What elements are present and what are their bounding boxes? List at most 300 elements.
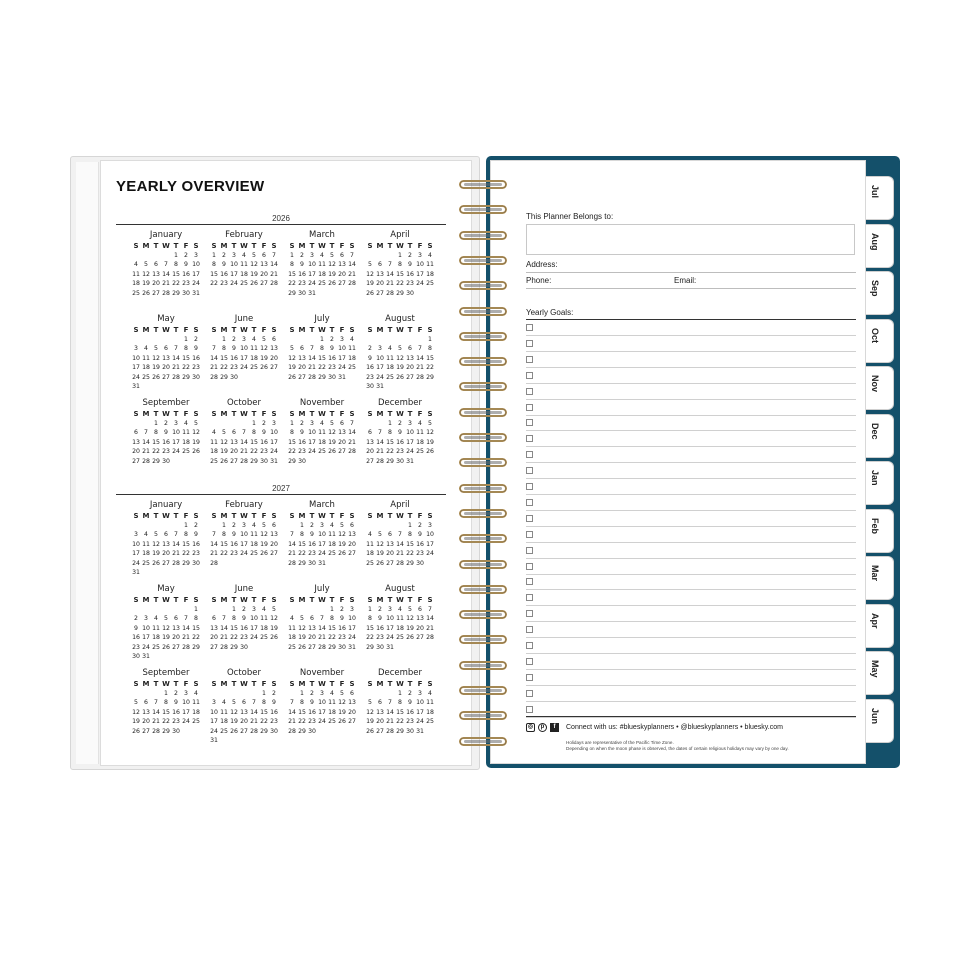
day-cell: 14 (288, 708, 296, 716)
day-cell: 27 (376, 727, 384, 735)
day-cell: 11 (250, 345, 258, 353)
day-cell: 14 (172, 354, 180, 362)
day-cell: 19 (376, 550, 384, 558)
day-cell: 17 (172, 438, 180, 446)
goal-checkbox[interactable] (526, 578, 533, 585)
day-cell: 4 (222, 699, 226, 707)
tab-label: Feb (870, 517, 880, 534)
day-cell: 26 (260, 550, 268, 558)
day-cell: 1 (194, 606, 198, 613)
day-cell: 30 (376, 643, 384, 651)
day-cell: 20 (376, 280, 384, 288)
day-cell: 16 (192, 354, 200, 362)
day-cell: 6 (310, 615, 314, 623)
day-cell: 22 (220, 550, 228, 558)
day-cell: 25 (386, 373, 394, 381)
day-cell: 26 (366, 289, 374, 297)
spiral-ring (458, 558, 510, 572)
day-cell: 6 (154, 261, 158, 269)
tab-oct[interactable] (866, 319, 894, 363)
day-cell: 8 (398, 699, 402, 707)
day-cell: 4 (134, 261, 138, 269)
day-cell: 14 (348, 261, 356, 269)
day-cell: 30 (298, 457, 306, 465)
day-cell: 24 (376, 373, 384, 381)
month-name: December (377, 668, 423, 678)
day-cell: 16 (406, 270, 414, 278)
day-cell: 19 (220, 448, 228, 456)
goal-checkbox[interactable] (526, 563, 533, 570)
day-cell: 25 (152, 643, 160, 651)
tab-feb[interactable] (866, 509, 894, 553)
day-cell: 28 (240, 457, 248, 465)
goal-line[interactable] (526, 336, 856, 352)
day-cell: 20 (348, 540, 356, 548)
day-cell: 18 (182, 438, 190, 446)
weekday-header: S M T W T F S (367, 680, 433, 688)
goal-line[interactable] (526, 622, 856, 638)
day-cell: 12 (220, 438, 228, 446)
goal-line[interactable] (526, 368, 856, 384)
day-cell: 27 (376, 289, 384, 297)
day-cell: 13 (376, 708, 384, 716)
tab-jul[interactable] (866, 176, 894, 220)
day-cell: 7 (174, 531, 178, 539)
goal-line[interactable] (526, 431, 856, 447)
month-name: February (225, 500, 263, 510)
goal-checkbox[interactable] (526, 690, 533, 697)
goal-checkbox[interactable] (526, 594, 533, 601)
day-cell: 27 (210, 643, 218, 651)
day-cell: 29 (230, 643, 238, 651)
day-cell: 19 (192, 438, 200, 446)
day-cell: 16 (366, 364, 374, 372)
day-cell: 24 (240, 364, 248, 372)
day-cell: 14 (396, 540, 404, 548)
day-cell: 20 (162, 364, 170, 372)
goal-line[interactable] (526, 415, 856, 431)
month-calendar (131, 314, 201, 391)
goal-line[interactable] (526, 400, 856, 416)
day-cell: 28 (376, 457, 384, 465)
goal-line[interactable] (526, 559, 856, 575)
tab-nov[interactable] (866, 366, 894, 410)
day-cell: 12 (142, 270, 150, 278)
day-cell: 18 (250, 540, 258, 548)
month-name: October (226, 668, 262, 678)
day-cell: 8 (194, 615, 198, 623)
day-cell: 5 (262, 522, 266, 529)
day-cell: 20 (416, 624, 424, 632)
weekday-header: S M T W T F S (133, 596, 199, 604)
day-cell: 5 (428, 420, 432, 427)
day-cell: 3 (272, 420, 276, 427)
month-name: January (149, 230, 183, 240)
goal-line[interactable] (526, 511, 856, 527)
goal-checkbox[interactable] (526, 340, 533, 347)
goal-checkbox[interactable] (526, 499, 533, 506)
day-cell: 23 (406, 280, 414, 288)
day-cell: 6 (388, 531, 392, 539)
day-cell: 10 (416, 699, 424, 707)
day-cell: 20 (338, 270, 346, 278)
weekday-header: S M T W T F S (289, 680, 355, 688)
goal-checkbox[interactable] (526, 483, 533, 490)
day-cell: 21 (308, 364, 316, 372)
day-cell: 7 (320, 615, 324, 623)
day-grid (365, 419, 435, 466)
day-cell: 2 (232, 522, 236, 529)
goal-line[interactable] (526, 686, 856, 702)
month-calendar (131, 500, 201, 577)
tab-aug[interactable] (866, 224, 894, 268)
spiral-ring (458, 355, 510, 369)
day-cell: 28 (210, 373, 218, 381)
tab-label: Nov (870, 375, 880, 393)
goal-line[interactable] (526, 320, 856, 336)
goal-checkbox[interactable] (526, 706, 533, 713)
day-cell: 27 (308, 643, 316, 651)
day-cell: 27 (162, 559, 170, 567)
day-cell: 16 (396, 438, 404, 446)
day-cell: 5 (330, 252, 334, 259)
tab-jun[interactable] (866, 699, 894, 743)
day-cell: 17 (416, 708, 424, 716)
day-cell: 9 (418, 531, 422, 539)
day-cell: 24 (416, 280, 424, 288)
day-grid (287, 251, 357, 298)
day-cell: 6 (164, 345, 168, 353)
goal-line[interactable] (526, 495, 856, 511)
day-cell: 5 (340, 522, 344, 529)
day-cell: 2 (262, 420, 266, 427)
day-cell: 3 (378, 345, 382, 353)
weekday-header: S M T W T F S (133, 242, 199, 250)
day-cell: 13 (416, 615, 424, 623)
day-cell: 7 (290, 699, 294, 707)
day-cell: 13 (308, 624, 316, 632)
day-cell: 17 (230, 270, 238, 278)
day-cell: 22 (220, 364, 228, 372)
goal-checkbox[interactable] (526, 404, 533, 411)
day-cell: 4 (350, 336, 354, 343)
day-cell: 22 (172, 280, 180, 288)
day-cell: 5 (368, 699, 372, 707)
tab-label: Apr (870, 612, 880, 628)
day-cell: 20 (308, 634, 316, 642)
day-cell: 2 (242, 606, 246, 613)
day-cell: 30 (308, 559, 316, 567)
day-cell: 3 (212, 699, 216, 707)
goal-line[interactable] (526, 543, 856, 559)
day-cell: 28 (182, 643, 190, 651)
day-cell: 18 (288, 634, 296, 642)
day-cell: 12 (426, 429, 434, 437)
goal-checkbox[interactable] (526, 372, 533, 379)
goal-checkbox[interactable] (526, 642, 533, 649)
day-cell: 4 (320, 252, 324, 259)
day-cell: 22 (298, 550, 306, 558)
spiral-ring (458, 254, 510, 268)
day-cell: 25 (210, 457, 218, 465)
day-cell: 27 (230, 457, 238, 465)
spiral-ring (458, 608, 510, 622)
day-cell: 10 (132, 354, 140, 362)
day-cell: 21 (396, 550, 404, 558)
weekday-header: S M T W T F S (367, 596, 433, 604)
day-cell: 13 (230, 438, 238, 446)
day-cell: 27 (406, 373, 414, 381)
day-cell: 15 (288, 438, 296, 446)
tab-jan[interactable] (866, 461, 894, 505)
day-cell: 9 (368, 354, 372, 362)
year-rule (116, 494, 446, 495)
tab-may[interactable] (866, 651, 894, 695)
day-cell: 2 (340, 606, 344, 613)
day-cell: 6 (350, 690, 354, 697)
day-cell: 14 (172, 540, 180, 548)
month-name: June (234, 584, 254, 594)
day-cell: 7 (164, 261, 168, 269)
tab-apr[interactable] (866, 604, 894, 648)
goal-checkbox[interactable] (526, 467, 533, 474)
day-cell: 1 (398, 252, 402, 259)
goal-line[interactable] (526, 447, 856, 463)
day-cell: 2 (184, 252, 188, 259)
day-cell: 1 (320, 336, 324, 343)
day-grid (365, 335, 435, 391)
day-cell: 25 (142, 373, 150, 381)
social-text: Connect with us: #blueskyplanners • @blueskyplanners • bluesky.com (566, 724, 783, 731)
day-cell: 20 (338, 438, 346, 446)
goal-checkbox[interactable] (526, 674, 533, 681)
day-cell: 22 (396, 718, 404, 726)
month-calendar (365, 500, 435, 568)
spiral-ring (458, 633, 510, 647)
day-cell: 24 (240, 550, 248, 558)
day-cell: 6 (300, 345, 304, 353)
day-cell: 12 (338, 531, 346, 539)
day-cell: 17 (182, 708, 190, 716)
day-cell: 8 (232, 615, 236, 623)
day-cell: 1 (388, 420, 392, 427)
day-cell: 3 (320, 690, 324, 697)
day-cell: 26 (230, 727, 238, 735)
day-cell: 14 (386, 270, 394, 278)
day-cell: 14 (210, 354, 218, 362)
day-cell: 8 (408, 531, 412, 539)
day-cell: 17 (338, 354, 346, 362)
tab-mar[interactable] (866, 556, 894, 600)
day-cell: 21 (152, 718, 160, 726)
day-grid (131, 605, 201, 661)
day-cell: 4 (330, 522, 334, 529)
day-cell: 30 (192, 559, 200, 567)
day-cell: 10 (376, 354, 384, 362)
goal-line[interactable] (526, 638, 856, 654)
day-cell: 21 (426, 624, 434, 632)
goal-checkbox[interactable] (526, 435, 533, 442)
goal-checkbox[interactable] (526, 515, 533, 522)
goal-checkbox[interactable] (526, 610, 533, 617)
tab-dec[interactable] (866, 414, 894, 458)
day-cell: 24 (192, 280, 200, 288)
day-cell: 12 (250, 261, 258, 269)
year-rule (116, 224, 446, 225)
day-cell: 10 (406, 429, 414, 437)
month-name: May (157, 584, 175, 594)
day-cell: 23 (230, 364, 238, 372)
day-grid (209, 419, 279, 466)
day-cell: 1 (262, 690, 266, 697)
day-cell: 31 (132, 569, 140, 577)
day-cell: 27 (142, 727, 150, 735)
day-cell: 5 (368, 261, 372, 269)
day-cell: 20 (270, 354, 278, 362)
day-cell: 21 (348, 270, 356, 278)
day-cell: 5 (154, 531, 158, 539)
day-cell: 22 (366, 634, 374, 642)
day-cell: 24 (132, 373, 140, 381)
weekday-header: S M T W T F S (211, 242, 277, 250)
spiral-ring (458, 279, 510, 293)
month-name: June (234, 314, 254, 324)
day-cell: 13 (386, 540, 394, 548)
day-cell: 31 (308, 289, 316, 297)
goal-line[interactable] (526, 654, 856, 670)
goal-checkbox[interactable] (526, 419, 533, 426)
day-cell: 27 (348, 550, 356, 558)
goal-checkbox[interactable] (526, 451, 533, 458)
address-label: Address: (526, 260, 558, 269)
day-cell: 9 (232, 531, 236, 539)
day-cell: 16 (182, 270, 190, 278)
day-cell: 7 (184, 615, 188, 623)
day-cell: 18 (220, 718, 228, 726)
day-cell: 6 (262, 252, 266, 259)
goal-line[interactable] (526, 479, 856, 495)
day-cell: 23 (328, 364, 336, 372)
day-cell: 6 (350, 522, 354, 529)
day-cell: 21 (172, 364, 180, 372)
day-cell: 3 (350, 606, 354, 613)
day-cell: 3 (194, 252, 198, 259)
day-cell: 12 (298, 624, 306, 632)
tab-sep[interactable] (866, 271, 894, 315)
day-cell: 7 (388, 699, 392, 707)
day-cell: 31 (318, 559, 326, 567)
goal-checkbox[interactable] (526, 388, 533, 395)
day-cell: 18 (426, 708, 434, 716)
day-cell: 9 (330, 345, 334, 353)
day-cell: 8 (330, 615, 334, 623)
day-cell: 15 (152, 438, 160, 446)
instagram-icon[interactable]: ◎ (527, 724, 534, 730)
day-cell: 3 (242, 522, 246, 529)
month-calendar (209, 230, 279, 289)
goal-line[interactable] (526, 590, 856, 606)
goal-line[interactable] (526, 527, 856, 543)
day-cell: 27 (298, 373, 306, 381)
day-cell: 21 (142, 448, 150, 456)
day-cell: 2 (174, 690, 178, 697)
day-cell: 9 (300, 261, 304, 269)
day-cell: 28 (348, 448, 356, 456)
day-cell: 24 (182, 718, 190, 726)
day-grid (365, 605, 435, 652)
day-cell: 24 (406, 448, 414, 456)
goal-line[interactable] (526, 352, 856, 368)
day-cell: 17 (426, 540, 434, 548)
facebook-icon[interactable]: f (550, 723, 559, 732)
day-cell: 7 (310, 345, 314, 353)
day-cell: 30 (406, 727, 414, 735)
goal-line[interactable] (526, 670, 856, 686)
day-cell: 26 (288, 373, 296, 381)
month-name: April (390, 500, 410, 510)
day-cell: 5 (330, 420, 334, 427)
goal-checkbox[interactable] (526, 658, 533, 665)
day-cell: 21 (172, 550, 180, 558)
day-cell: 23 (396, 448, 404, 456)
day-cell: 29 (318, 373, 326, 381)
day-cell: 18 (328, 708, 336, 716)
tab-label: Oct (870, 327, 880, 343)
goal-checkbox[interactable] (526, 531, 533, 538)
day-cell: 3 (252, 606, 256, 613)
day-cell: 15 (298, 540, 306, 548)
pinterest-icon[interactable]: p (538, 723, 547, 732)
day-cell: 23 (308, 550, 316, 558)
day-cell: 5 (144, 261, 148, 269)
goal-checkbox[interactable] (526, 547, 533, 554)
day-cell: 21 (318, 634, 326, 642)
day-cell: 1 (330, 606, 334, 613)
day-cell: 6 (418, 606, 422, 613)
day-cell: 1 (164, 690, 168, 697)
spiral-ring (458, 203, 510, 217)
day-cell: 6 (408, 345, 412, 353)
day-cell: 16 (376, 624, 384, 632)
goal-checkbox[interactable] (526, 356, 533, 363)
day-cell: 13 (338, 261, 346, 269)
goal-line[interactable] (526, 606, 856, 622)
day-cell: 7 (222, 615, 226, 623)
owner-name-box[interactable] (526, 224, 855, 255)
day-grid (287, 419, 357, 466)
day-cell: 27 (270, 550, 278, 558)
day-cell: 24 (318, 718, 326, 726)
goal-checkbox[interactable] (526, 626, 533, 633)
day-cell: 3 (144, 615, 148, 623)
day-cell: 8 (154, 429, 158, 437)
day-cell: 20 (172, 634, 180, 642)
goal-line[interactable] (526, 574, 856, 590)
day-cell: 25 (250, 550, 258, 558)
day-cell: 14 (182, 624, 190, 632)
tab-label: Dec (870, 422, 880, 440)
day-cell: 9 (184, 261, 188, 269)
goal-line[interactable] (526, 384, 856, 400)
goal-checkbox[interactable] (526, 324, 533, 331)
weekday-header: S M T W T F S (289, 512, 355, 520)
day-cell: 4 (212, 429, 216, 437)
goal-line[interactable] (526, 463, 856, 479)
day-cell: 30 (298, 289, 306, 297)
day-cell: 5 (154, 345, 158, 353)
day-cell: 28 (396, 559, 404, 567)
day-cell: 26 (250, 280, 258, 288)
